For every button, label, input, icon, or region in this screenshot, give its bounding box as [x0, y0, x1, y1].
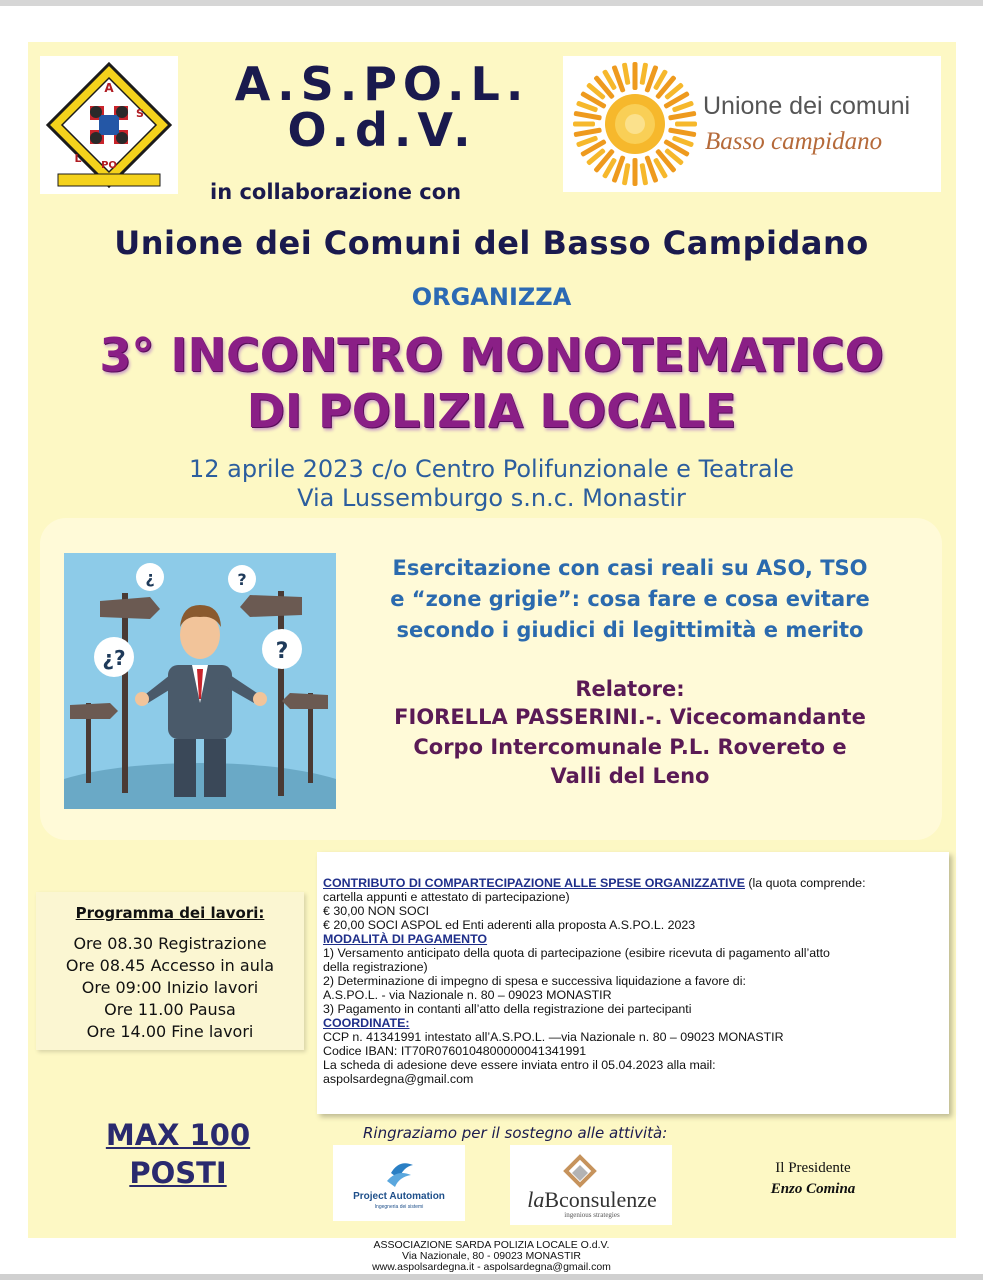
- event-date: 12 aprile 2023 c/o Centro Polifunzionale e Teatrale: [188, 455, 795, 483]
- footer-org: ASSOCIAZIONE SARDA POLIZIA LOCALE O.d.V.: [373, 1239, 610, 1251]
- sun-ray: [574, 127, 602, 137]
- bubble-mark-1: ¿: [145, 568, 155, 587]
- payment-line: A.S.PO.L. - via Nazionale n. 80 – 09023 MONASTIR: [323, 988, 612, 1002]
- footer-contacts[interactable]: www.aspolsardegna.it - aspolsardegna@gmail.com: [372, 1261, 611, 1273]
- aspol-logo-letter-a: A: [104, 81, 114, 95]
- fee-heading-suffix: (la quota comprende:: [744, 876, 866, 890]
- fee-heading-line: [323, 876, 866, 890]
- program-box: [36, 892, 304, 1050]
- org-name-line2: O.d.V.: [287, 103, 477, 157]
- max-seats-line1: MAX 100: [105, 1118, 251, 1152]
- coord-line: CCP n. 41341991 intestato all’A.S.PO.L. —via Nazionale n. 80 – 09023 MONASTIR: [323, 1030, 784, 1044]
- sun-ray: [574, 111, 602, 121]
- program-item: Ore 08.30 Registrazione: [73, 934, 267, 953]
- topic-line-1: Esercitazione con casi reali su ASO, TSO: [392, 556, 868, 580]
- sun-ray: [573, 122, 595, 127]
- sun-ray: [633, 158, 638, 186]
- fee-soci: € 20,00 SOCI ASPOL ed Enti aderenti alla proposta A.S.PO.L. 2023: [323, 918, 696, 932]
- sponsor2-name-a: la: [527, 1187, 545, 1212]
- coord-line: La scheda di adesione deve essere inviata entro il 05.04.2023 alla mail:: [323, 1058, 716, 1072]
- fee-line: cartella appunti e attestato di partecipazione): [323, 890, 570, 904]
- sun-ray: [633, 62, 638, 90]
- project-automation-logo-icon: [333, 1145, 465, 1221]
- speaker-line-2: Corpo Intercomunale P.L. Rovereto e: [413, 735, 847, 759]
- contact-email[interactable]: aspolsardegna@gmail.com: [323, 1072, 474, 1086]
- sun-ray: [622, 163, 631, 186]
- aspol-logo: [40, 56, 178, 194]
- max-seats-line2: POSTI: [129, 1156, 227, 1190]
- topic-line-3: secondo i giudici di legittimità e merito: [396, 618, 864, 642]
- sun-ray: [639, 63, 648, 86]
- aspol-logo-letter-s: S: [136, 107, 144, 120]
- partner-title: Unione dei Comuni del Basso Campidano: [114, 224, 869, 262]
- sponsor1-tagline: Ingegneria dei sistemi: [374, 1204, 424, 1210]
- sun-ray: [639, 163, 648, 186]
- event-title-line1: 3° INCONTRO MONOTEMATICO: [99, 328, 884, 382]
- partner-logo-line2: Basso campidano: [705, 128, 883, 155]
- bubble-mark-4: ?: [275, 639, 289, 664]
- program-heading: Programma dei lavori:: [75, 904, 265, 922]
- payment-line: della registrazione): [323, 960, 428, 974]
- sponsor1-name: Project Automation: [353, 1191, 445, 1202]
- sun-ray: [675, 122, 697, 127]
- labconsulenze-logo-icon: [510, 1145, 672, 1225]
- program-item: Ore 08.45 Accesso in aula: [65, 956, 275, 975]
- org-name-line1: A.S.PO.L.: [234, 57, 530, 111]
- sun-ray: [668, 111, 696, 121]
- bubble-mark-2: ?: [237, 570, 247, 589]
- program-item: Ore 11.00 Pausa: [104, 1000, 236, 1019]
- collaboration-text: in collaborazione con: [210, 180, 462, 204]
- speaker-label: Relatore:: [575, 677, 685, 701]
- coord-iban: Codice IBAN: IT70R0760104800000041341991: [323, 1044, 587, 1058]
- aspol-logo-letter-l: L: [74, 152, 82, 165]
- payment-line: 3) Pagamento in contanti all’atto della registrazione dei partecipanti: [323, 1002, 692, 1016]
- event-title-line2: DI POLIZIA LOCALE: [246, 384, 737, 438]
- fee-info-box: [317, 852, 949, 1114]
- sun-icon: [567, 56, 697, 192]
- fee-heading: CONTRIBUTO DI COMPARTECIPAZIONE ALLE SPESE ORGANIZZATIVE: [323, 876, 745, 890]
- aspol-logo-letter-po: PO: [101, 160, 117, 171]
- organizza-label: ORGANIZZA: [411, 283, 572, 311]
- sponsor2-name-b: Bconsulenze: [544, 1187, 657, 1212]
- sponsor-project-automation: [333, 1145, 465, 1221]
- sponsor2-tagline: ingenious strategies: [564, 1211, 620, 1219]
- program-item: Ore 14.00 Fine lavori: [86, 1022, 254, 1041]
- sun-ray: [622, 63, 631, 86]
- coord-heading: COORDINATE:: [323, 1016, 410, 1030]
- partner-logo-line1: Unione dei comuni: [703, 92, 911, 120]
- speaker-line-1: FIORELLA PASSERINI.-. Vicecomandante: [394, 705, 866, 729]
- sponsors-thanks: Ringraziamo per il sostegno alle attività:: [363, 1124, 668, 1142]
- president-name: Enzo Comina: [770, 1181, 856, 1197]
- sponsor2-name: [527, 1187, 657, 1212]
- event-address: Via Lussemburgo s.n.c. Monastir: [297, 484, 686, 512]
- payment-heading: MODALITÀ DI PAGAMENTO: [323, 932, 488, 946]
- bottom-border: [0, 1274, 983, 1280]
- payment-line: 1) Versamento anticipato della quota di partecipazione (esibire ricevuta di pagamento all’atto: [323, 946, 830, 960]
- sun-ray: [668, 127, 696, 137]
- sponsor-labconsulenze: [510, 1145, 672, 1225]
- fee-non-soci: € 30,00 NON SOCI: [323, 904, 430, 918]
- unione-logo: [563, 56, 941, 192]
- top-border: [0, 0, 983, 6]
- bubble-mark-3: ¿?: [102, 646, 126, 670]
- confused-man-illustration: [64, 553, 336, 809]
- payment-line: 2) Determinazione di impegno di spesa e successiva liquidazione a favore di:: [323, 974, 746, 988]
- president-title: Il Presidente: [775, 1160, 851, 1176]
- question-signposts-icon: [64, 553, 336, 809]
- topic-line-2: e “zone grigie”: cosa fare e cosa evitare: [390, 587, 870, 611]
- footer-address: Via Nazionale, 80 - 09023 MONASTIR: [402, 1250, 581, 1262]
- program-item: Ore 09:00 Inizio lavori: [81, 978, 259, 997]
- speaker-line-3: Valli del Leno: [550, 764, 710, 788]
- aspol-shield-icon: [40, 56, 178, 194]
